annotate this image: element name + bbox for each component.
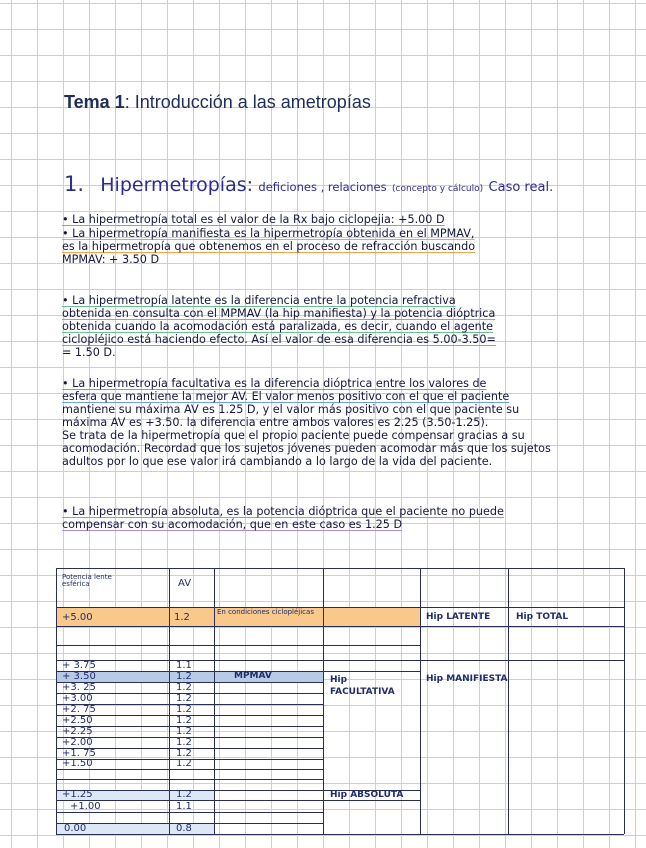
label-manifiesta: Hip MANIFIESTA [426, 674, 508, 684]
section-main-title: Hipermetropías: [100, 174, 254, 196]
heading-tema: Tema 1 [64, 92, 125, 112]
cell-av: 1.2 [176, 671, 192, 682]
paragraph-latente [62, 294, 496, 359]
row-cycloplegic-fill-b [323, 607, 420, 626]
cell-lens: +3. 25 [62, 682, 96, 693]
cell-av: 1.2 [176, 789, 192, 800]
paragraph-manifiesta [62, 227, 475, 266]
hyperopia-table [56, 568, 624, 836]
text-line: mantiene su máxima AV es 1.25 D, y el valor más positivo con el que paciente su [62, 403, 520, 416]
text-line: • La hipermetropía latente es la diferencia entre la potencia refractiva [62, 294, 456, 307]
cell-av: 1.2 [176, 726, 192, 737]
table-line [56, 626, 624, 627]
table-line [56, 769, 323, 770]
page-heading [64, 92, 371, 113]
paragraph-absoluta [62, 505, 504, 531]
table-line [420, 568, 421, 834]
cell-lens: +1. 75 [62, 748, 96, 759]
text-line: obtenida cuando la acomodación está paralizada, es decir, cuando el agente [62, 320, 494, 333]
cell-lens-cyclo: +5.00 [62, 612, 93, 623]
table-line [323, 568, 324, 834]
text-line: esfera que mantiene la mejor AV. El valor menos positivo con el que el paciente [62, 390, 510, 403]
table-line [214, 568, 215, 834]
table-line [169, 568, 170, 834]
text-line: obtenida en consulta con el MPMAV (la hip manifiesta) y la potencia dióptrica [62, 307, 496, 320]
cell-av: 1.2 [176, 748, 192, 759]
cell-av: 1.1 [176, 801, 192, 812]
label-total: Hip TOTAL [516, 612, 569, 622]
cell-lens: +2. 75 [62, 704, 96, 715]
cell-lens: +2.50 [62, 715, 93, 726]
text-line: MPMAV: + 3.50 D [62, 253, 160, 266]
label-mpmav: MPMAV [234, 671, 272, 681]
section-case: Caso real. [488, 180, 554, 195]
cell-lens: +1.25 [62, 789, 93, 800]
cell-av: 1.2 [176, 758, 192, 769]
text-line: ciclopléjico está haciendo efecto. Así el valor de esa diferencia es 5.00-3.50= [62, 333, 496, 346]
table-border-left [56, 568, 57, 834]
text-line: adultos por lo que ese valor irá cambiando a lo largo de la vida del paciente. [62, 455, 493, 468]
cell-lens: +2.00 [62, 737, 93, 748]
paragraph-total [62, 213, 445, 226]
cell-lens: +2.25 [62, 726, 93, 737]
cell-lens: +3.00 [62, 693, 93, 704]
text-line: acomodación. Recordad que los sujetos jóvenes pueden acomodar más que los sujetos [62, 442, 551, 455]
cell-av: 1.2 [176, 682, 192, 693]
text-line: • La hipermetropía facultativa es la diferencia dióptrica entre los valores de [62, 377, 487, 390]
text-line: • La hipermetropía manifiesta es la hipermetropía obtenida en el MPMAV, [62, 227, 475, 240]
table-line [56, 779, 323, 780]
cell-lens: + 3.50 [62, 671, 96, 682]
cell-lens: +1.00 [70, 801, 101, 812]
table-border-right [624, 568, 625, 834]
table-line [56, 607, 624, 608]
cell-av-cyclo: 1.2 [174, 612, 190, 623]
heading-subtitle: : Introducción a las ametropías [124, 92, 371, 112]
cell-av: 1.2 [176, 704, 192, 715]
cell-lens-last: 0.00 [64, 823, 87, 834]
label-absoluta: Hip ABSOLUTA [330, 790, 404, 800]
section-paren: (concepto y cálculo) [392, 184, 484, 194]
text-line: = 1.50 D. [62, 346, 116, 359]
table-line [56, 800, 420, 801]
cell-lens: +1.50 [62, 758, 93, 769]
text-line: es la hipermetropía que obtenemos en el proceso de refracción buscando [62, 240, 476, 253]
table-line [56, 645, 420, 646]
section-title [64, 172, 553, 196]
text-line: Se trata de la hipermetropía que el propio paciente puede compensar gracias a su [62, 429, 525, 442]
table-line [56, 812, 323, 813]
cell-av-last: 0.8 [176, 823, 192, 834]
cell-av: 1.2 [176, 737, 192, 748]
cell-note-cyclo: En condiciones ciclopléjicas [217, 608, 314, 616]
header-lens: Potencia lente esférica [62, 573, 112, 588]
cell-av: 1.2 [176, 715, 192, 726]
cell-av: 1.1 [176, 660, 192, 671]
table-border-bottom [56, 834, 624, 835]
label-facultativa: Hip FACULTATIVA [330, 675, 395, 697]
text-line: máxima AV es +3.50. la diferencia entre ambos valores es 2.25 (3.50-1.25). [62, 416, 489, 429]
header-av: AV [178, 578, 192, 589]
section-number: 1. [64, 172, 85, 196]
cell-av: 1.2 [176, 693, 192, 704]
label-latente: Hip LATENTE [426, 612, 491, 622]
text-line: • La hipermetropía total es el valor de la Rx bajo ciclopejia: +5.00 D [62, 213, 445, 226]
text-line: • La hipermetropía absoluta, es la potencia dióptrica que el paciente no puede [62, 505, 504, 518]
table-line [56, 660, 624, 661]
table-line [508, 568, 509, 834]
table-border-top [56, 568, 624, 569]
cell-lens: + 3.75 [62, 660, 96, 671]
section-subtitle: deficiones , relaciones [258, 180, 387, 194]
text-line: compensar con su acomodación, que en este caso es 1.25 D [62, 518, 403, 531]
paragraph-facultativa [62, 377, 551, 468]
